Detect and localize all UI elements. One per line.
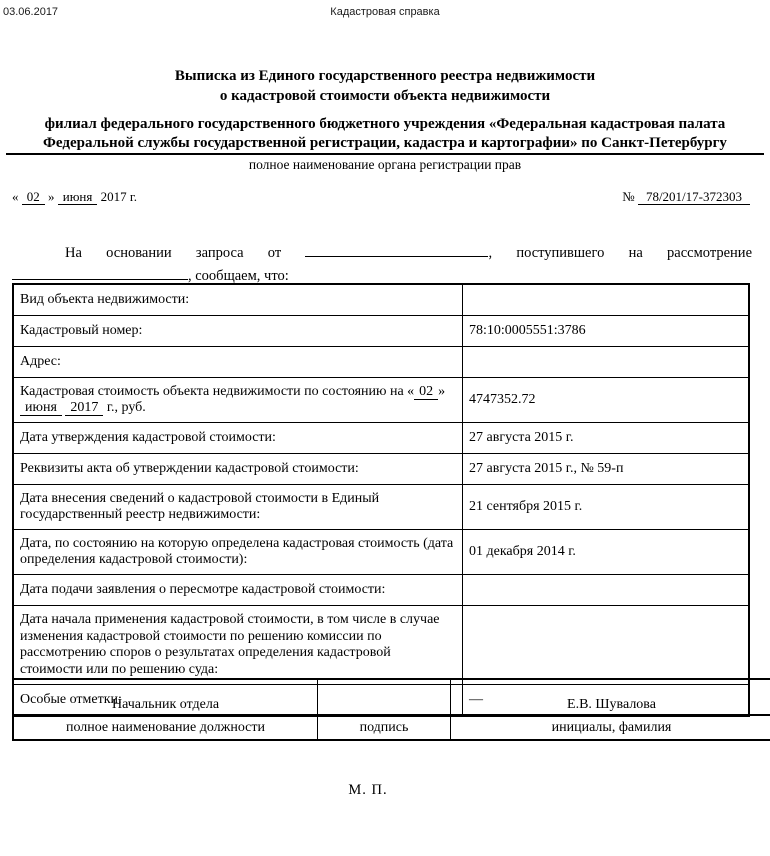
row-label: Вид объекта недвижимости: [13,284,463,316]
caption-position: полное наименование должности [13,715,318,740]
table-row [13,347,749,378]
row-value [463,347,750,378]
table-row [13,423,749,454]
table-row [13,606,749,685]
value-date-prefix: Кадастровая стоимость объекта недвижимости по состоянию на [20,383,404,399]
organization-name-line2: Федеральной службы государственной регистрации, кадастра и картографии» по Санкт-Петербургу [43,135,727,151]
intro-comma: , [188,267,192,284]
organization-name-line1: филиал федерального государственного бюджетного учреждения «Федеральная кадастровая палата [44,116,726,132]
value-date-day: 02 [414,384,438,400]
quote-open: « [407,383,415,399]
issue-day: 02 [22,189,45,205]
row-value: 21 сентября 2015 г. [463,485,750,530]
row-value: 01 декабря 2014 г. [463,530,750,575]
quote-close: » [48,189,55,204]
row-label: Дата подачи заявления о пересмотре кадастровой стоимости: [13,575,463,606]
divider-rule [6,153,764,155]
signature-caption-row [13,715,770,740]
row-value [463,606,750,685]
print-date: 03.06.2017 [3,6,59,18]
stamp-place: М. П. [348,782,388,798]
number-sign: № [622,189,635,204]
print-header-title: Кадастровая справка [330,6,440,18]
row-value: 4747352.72 [463,378,750,423]
row-value: 27 августа 2015 г. [463,423,750,454]
organization-name [0,115,770,153]
table-row [13,485,749,530]
document-title [0,66,770,106]
intro-paragraph [12,241,752,287]
document-number [622,189,750,205]
issue-year: 2017 г. [100,189,137,204]
row-label: Кадастровый номер: [13,316,463,347]
intro-lead: На основании запроса от [65,244,282,261]
quote-close: » [438,383,446,399]
signer-position: Начальник отдела [13,679,318,715]
row-value: 78:10:0005551:3786 [463,316,750,347]
considered-by-blank [12,264,188,280]
value-date-year: 2017 [65,400,103,416]
intro-middle: , поступившего на рассмотрение [488,244,753,261]
issue-date [12,189,137,205]
caption-sign: подпись [318,715,451,740]
organization-caption: полное наименование органа регистрации прав [248,157,522,172]
request-from-blank [305,241,488,257]
signature-row [13,679,770,715]
row-value [463,284,750,316]
table-row [13,378,749,423]
table-row [13,284,749,316]
print-header [0,6,770,22]
intro-closing: сообщаем, что: [195,267,289,284]
number-value: 78/201/17-372303 [638,189,750,205]
document-title-line1: Выписка из Единого государственного реестра недвижимости [174,68,596,84]
row-label: Дата внесения сведений о кадастровой стоимости в Единый государственный реестр недвижимости: [13,485,463,530]
row-label: Дата утверждения кадастровой стоимости: [13,423,463,454]
quote-open: « [12,189,19,204]
table-row [13,530,749,575]
row-label: Дата, по состоянию на которую определена кадастровая стоимость (дата определения кадастровой стоимости): [13,530,463,575]
row-label [13,378,463,423]
row-label: Дата начала применения кадастровой стоимости, в том числе в случае изменения кадастровой стоимости по решению комиссии по рассмотрению споров о результатах определения кадастровой стоимости или по решению суда: [13,606,463,685]
issue-month: июня [58,189,98,205]
cadastral-details-table [12,283,750,717]
row-label: Реквизиты акта об утверждении кадастровой стоимости: [13,454,463,485]
document-title-line2: о кадастровой стоимости объекта недвижимости [219,88,551,104]
table-row [13,316,749,347]
row-value: 27 августа 2015 г., № 59-п [463,454,750,485]
row-label: Адрес: [13,347,463,378]
caption-name: инициалы, фамилия [451,715,770,740]
table-row [13,454,749,485]
signature-space [318,679,451,715]
value-date-month: июня [20,400,62,416]
value-date-suffix: г., руб. [106,400,146,415]
row-value [463,575,750,606]
table-row [13,575,749,606]
signer-name: Е.В. Шувалова [451,679,770,715]
signature-table [12,678,770,741]
row-value: — [463,685,750,717]
row-label: Особые отметки: [13,685,463,717]
